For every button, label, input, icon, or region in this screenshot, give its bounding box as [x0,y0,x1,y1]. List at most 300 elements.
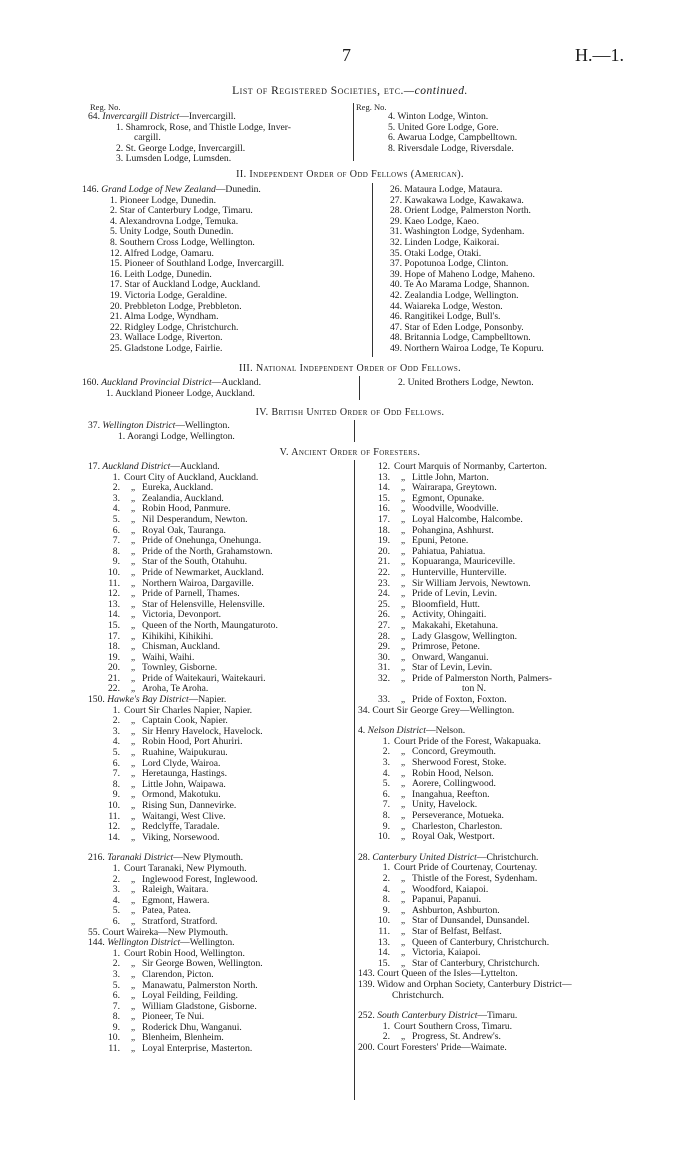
section5-left-column [88,462,358,1055]
court-name: Lord Clyde, Wairoa. [142,757,221,769]
list-item: 42. Zealandia Lodge, Wellington. [390,289,519,301]
list-item: 23. Wallace Lodge, Riverton. [110,332,223,344]
column-divider [359,376,360,400]
court-number: 5. [382,778,390,790]
court-number: 26. [378,609,390,621]
court-name: Little John, Marton. [412,471,489,483]
court-name: Thistle of the Forest, Sydenham. [412,872,538,884]
district-town: —Dunedin. [215,184,261,195]
court-name: Nil Desperandum, Newton. [142,513,248,525]
court-name: Little John, Waipawa. [142,778,226,790]
section2-right-column [390,185,650,355]
ditto-mark: „ [400,1031,406,1043]
list-item: 28. Orient Lodge, Palmerston North. [390,205,531,217]
court-name: Aroha, Te Aroha. [142,683,209,695]
ditto-mark: „ [130,545,136,557]
court-number: 8. [112,778,120,790]
ditto-mark: „ [400,492,406,504]
ditto-mark: „ [130,810,136,822]
court-item [88,473,358,484]
court-name: Captain Cook, Napier. [142,715,228,727]
court-item [88,748,358,759]
district-name: Hawke's Bay District [107,694,189,706]
court-item [88,875,358,886]
list-item: 2. Star of Canterbury Lodge, Timaru. [110,205,253,217]
reg-number: 150. [88,694,108,706]
district-town: —Wellington. [175,420,230,431]
court-name: Makakahi, Eketahuna. [412,619,499,631]
district-town: —Invercargill. [179,111,236,122]
ditto-mark: „ [130,968,136,980]
section3-right-column [398,378,658,389]
court-number: 33. [378,694,390,706]
court-name: Northern Wairoa, Dargaville. [142,577,254,589]
court-name: Star of Dunsandel, Dunsandel. [412,915,530,927]
ditto-mark: „ [130,641,136,653]
court-number: 6. [112,757,120,769]
court-number: 20. [108,662,120,674]
ditto-mark: „ [400,831,406,843]
court-number: 19. [378,535,390,547]
court-number: 3. [112,725,120,737]
ditto-mark: „ [130,524,136,536]
district-town: —Wellington. [180,937,235,949]
court-number: 2. [112,873,120,885]
court-name: Progress, St. Andrew's. [412,1031,501,1043]
ditto-mark: „ [400,894,406,906]
district-name: Auckland Provincial District [101,377,212,388]
court-item [88,885,358,896]
list-item: 8. Southern Cross Lodge, Wellington. [110,236,255,248]
court-name: Viking, Norsewood. [142,831,220,843]
ditto-mark: „ [130,503,136,515]
section1-left-column [88,112,350,165]
reg-number: 17. [88,461,103,472]
court-name: Clarendon, Picton. [142,968,214,980]
list-item: 1. Auckland Pioneer Lodge, Auckland. [106,387,255,399]
court-name: Loyal Feilding, Feilding. [142,990,238,1002]
court-number: 18. [378,524,390,536]
court-number: 7. [382,799,390,811]
court-name: Robin Hood, Panmure. [142,503,231,515]
ditto-mark: „ [130,513,136,525]
court-number: 10. [378,831,390,843]
court-number: 21. [108,672,120,684]
list-item: 1. Aorangi Lodge, Wellington. [118,430,235,442]
section4-heading: IV. British United Order of Odd Fellows. [255,407,445,418]
court-name: Pride of Levin, Levin. [412,588,497,600]
court-number: 22. [108,683,120,695]
court-name: Pahiatua, Pahiatua. [412,545,486,557]
court-name: Star of Helensville, Helensville. [142,598,265,610]
court-name: Rising Sun, Dannevirke. [142,800,237,811]
court-name: Royal Oak, Tauranga. [142,524,226,536]
reg-number: 37. [88,420,103,431]
court-number: 3. [382,757,390,769]
court-name: Onward, Wanganui. [412,651,489,663]
court-number: 29. [378,641,390,653]
list-item: 22. Ridgley Lodge, Christchurch. [110,321,239,333]
ditto-mark: „ [130,894,136,906]
ditto-mark: „ [130,662,136,674]
court-name: Pride of Onehunga, Onehunga. [142,535,262,547]
ditto-mark: „ [400,883,406,895]
list-item: 19. Victoria Lodge, Geraldine. [110,289,227,301]
ditto-mark: „ [400,904,406,916]
district-name: Auckland District [102,461,171,472]
section5-right-column [358,462,658,1053]
wrapped-text: Christchurch. [392,989,444,1001]
court-number: 2. [382,1031,390,1043]
district-name: Nelson District [367,725,426,737]
court-name: Waitangi, West Clive. [142,810,226,822]
ditto-mark: „ [130,778,136,790]
court-number: 9. [382,820,390,832]
document-code: H.—1. [575,45,624,65]
court-name: Court Pride of the Forest, Wakapuaka. [394,735,541,747]
court-number: 15. [378,492,390,504]
ditto-mark: „ [400,915,406,927]
section1-right-column [388,112,648,154]
ditto-mark: „ [400,619,406,631]
ditto-mark: „ [130,1011,136,1023]
ditto-mark: „ [130,1032,136,1044]
court-number: 1. [112,704,120,716]
court-number: 14. [378,482,390,494]
court-name: Pride of Newmarket, Auckland. [142,566,264,578]
ditto-mark: „ [400,767,406,779]
ditto-mark: „ [400,535,406,547]
court-item [88,822,358,833]
ditto-mark: „ [130,789,136,801]
court-name: Heretaunga, Hastings. [142,768,227,780]
district-town: —Napier. [188,694,227,706]
court-name: Court Marquis of Normanby, Carterton. [394,461,547,472]
court-number: 18. [108,641,120,653]
court-number: 30. [378,651,390,663]
court-name: Victoria, Devonport. [142,609,222,621]
court-item [88,780,358,791]
court-number: 7. [112,768,120,780]
court-name: Pride of the North, Grahamstown. [142,545,273,557]
court-name: Pride of Parnell, Thames. [142,588,240,600]
ditto-mark: „ [400,778,406,790]
court-name: Sir George Bowen, Wellington. [142,958,263,970]
court-name: Loyal Halcombe, Halcombe. [412,513,523,525]
district-town: —Auckland. [170,461,220,472]
list-item-text: cargill. [134,132,161,144]
ditto-mark: „ [400,651,406,663]
court-name: Court Pride of Courtenay, Courtenay. [394,862,538,874]
court-name: Manawatu, Palmerston North. [142,979,258,991]
court-name: Charleston, Charleston. [412,820,503,832]
court-item [88,1002,358,1013]
court-name: Activity, Ohingaiti. [412,609,487,621]
ditto-mark: „ [130,884,136,896]
court-name: Stratford, Stratford. [142,915,218,927]
ditto-mark: „ [130,725,136,737]
ditto-mark: „ [400,757,406,769]
court-name: Pride of Foxton, Foxton. [412,694,507,706]
ditto-mark: „ [400,799,406,811]
ditto-mark: „ [130,1021,136,1033]
section5-heading: V. Ancient Order of Foresters. [279,447,421,458]
court-number: 5. [112,905,120,917]
district-town: —Timaru. [477,1010,518,1022]
list-item: 29. Kaeo Lodge, Kaeo. [390,215,479,227]
ditto-mark: „ [130,577,136,589]
list-item: 20. Prebbleton Lodge, Prebbleton. [110,300,242,312]
court-number: 9. [112,556,120,568]
page-number: 7 [342,45,351,65]
ditto-mark: „ [400,957,406,969]
ditto-mark: „ [400,947,406,959]
ditto-mark: „ [130,979,136,991]
ditto-mark: „ [400,524,406,536]
ditto-mark: „ [130,757,136,769]
court-item [88,959,358,970]
court-number: 5. [112,979,120,991]
court-number: 13. [108,598,120,610]
court-number: 21. [378,556,390,568]
district-name: Taranaki District [107,852,174,864]
list-item [88,154,350,165]
court-name: Pohangina, Ashhurst. [412,524,494,536]
ditto-mark: „ [130,915,136,927]
title-main: List of Registered Societies, etc. [232,85,404,97]
court-number: 23. [378,577,390,589]
court-number: 27. [378,619,390,631]
court-number: 12. [108,588,120,600]
column-divider [353,103,354,161]
list-item: 40. Te Ao Marama Lodge, Shannon. [390,279,530,291]
court-number: 5. [112,747,120,759]
reg-number: 64. [88,111,103,122]
court-number: 17. [378,513,390,525]
court-number: 1. [382,1020,390,1032]
list-item: 49. Northern Wairoa Lodge, Te Kopuru. [390,342,544,354]
ditto-mark: „ [130,958,136,970]
list-item-text: 3. Lumsden Lodge, Lumsden. [116,153,232,165]
court-item [88,632,358,643]
court-number: 6. [112,524,120,536]
court-number: 5. [112,513,120,525]
ditto-mark: „ [400,598,406,610]
ditto-mark: „ [130,609,136,621]
list-item: 6. Awarua Lodge, Campbelltown. [388,132,518,144]
court-item [358,515,658,526]
column-divider [354,460,355,1100]
ditto-mark: „ [130,990,136,1002]
court-number: 14. [108,831,120,843]
court-name: Aorere, Collingwood. [412,778,496,790]
court-name: Egmont, Hawera. [142,894,210,906]
court-item [88,812,358,823]
list-item: 4. Alexandrovna Lodge, Temuka. [110,215,239,227]
list-item-text: 2. St. George Lodge, Invercargill. [116,142,246,154]
court-name: Bloomfield, Hutt. [412,598,480,610]
list-item: 17. Star of Auckland Lodge, Auckland. [110,279,261,291]
court-name: Kopuaranga, Mauriceville. [412,556,516,568]
court-name: Hunterville, Hunterville. [412,566,507,578]
court-name: Pride of Waitekauri, Waitekauri. [142,672,266,684]
list-item: 5. Unity Lodge, South Dunedin. [110,226,234,238]
court-item [88,674,358,685]
court-number: 11. [108,577,120,589]
court-number: 2. [382,872,390,884]
ditto-mark: „ [400,471,406,483]
court-name: Primrose, Petone. [412,641,480,653]
court-name: Inangahua, Reefton. [412,788,490,800]
court-number: 2. [112,715,120,727]
court-number: 31. [378,662,390,674]
ditto-mark: „ [130,619,136,631]
ditto-mark: „ [400,482,406,494]
court-name: Star of Belfast, Belfast. [412,925,502,937]
court-number: 13. [378,471,390,483]
ditto-mark: „ [400,694,406,706]
court-number: 11. [108,1043,120,1055]
ditto-mark: „ [130,535,136,547]
court-number: 3. [112,884,120,896]
list-item: 8. Riversdale Lodge, Riversdale. [388,142,514,154]
court-number: 4. [112,503,120,515]
ditto-mark: „ [400,662,406,674]
court-name: Chisman, Auckland. [142,641,221,653]
list-item: 31. Washington Lodge, Sydenham. [390,226,525,238]
ditto-mark: „ [130,747,136,759]
list-item: 12. Alfred Lodge, Oamaru. [110,247,214,259]
court-name: Robin Hood, Nelson. [412,767,494,779]
section3-left-column [82,378,352,399]
list-item: 16. Leith Lodge, Dunedin. [110,268,212,280]
reg-number: 252. [358,1010,378,1022]
list-item: 48. Britannia Lodge, Campbelltown. [390,332,531,344]
ditto-mark: „ [400,566,406,578]
court-name: Ruahine, Waipukurau. [142,747,228,759]
district-name: Wellington District [102,420,176,431]
court-number: 14. [108,609,120,621]
court-name: Court City of Auckland, Auckland. [124,471,259,483]
court-number: 17. [108,630,120,642]
ditto-mark: „ [400,746,406,758]
ditto-mark: „ [400,936,406,948]
court-number: 4. [112,894,120,906]
court-name: Papanui, Papanui. [412,894,482,906]
ditto-mark: „ [400,588,406,600]
court-name: Court Southern Cross, Timaru. [394,1020,513,1032]
district-town: —Christchurch. [476,851,539,863]
court-name: Court Robin Hood, Wellington. [124,947,245,959]
court-name: Pioneer, Te Nui. [142,1011,205,1023]
court-item [88,653,358,664]
court-item [358,832,658,843]
court-name: Patea, Patea. [142,905,191,917]
ditto-mark: „ [400,556,406,568]
ditto-mark: „ [130,598,136,610]
court-item [358,462,658,473]
court-name: Wairarapa, Greytown. [412,482,497,494]
court-number: 13. [378,936,390,948]
court-name: Redclyffe, Taradale. [142,821,220,833]
court-name: Sir Henry Havelock, Havelock. [142,725,263,737]
court-item [88,1044,358,1055]
list-item: 1. Pioneer Lodge, Dunedin. [110,194,217,206]
reg-no-label-right: Reg. No. [356,102,387,112]
court-number: 12. [378,461,390,472]
list-item: 46. Rangitikei Lodge, Bull's. [390,311,501,323]
ditto-mark: „ [130,651,136,663]
court-name: Unity, Havelock. [412,799,478,811]
court-number: 6. [112,915,120,927]
ditto-mark: „ [400,788,406,800]
court-number: 1. [382,735,390,747]
court-number: 9. [382,904,390,916]
court-item [358,674,658,685]
court-name: Egmont, Opunake. [412,492,485,504]
court-number: 11. [108,810,120,822]
list-item: 25. Gladstone Lodge, Fairlie. [110,342,223,354]
list-item: 139. Widow and Orphan Society, Canterbury District— [358,978,572,990]
court-number: 19. [108,651,120,663]
court-name: William Gladstone, Gisborne. [142,1000,257,1012]
reg-no-label-left: Reg. No. [90,102,121,112]
court-name: Eureka, Auckland. [142,482,214,494]
court-number: 1. [112,947,120,959]
ditto-mark: „ [400,641,406,653]
section2-left-column [82,185,352,355]
court-name: Lady Glasgow, Wellington. [412,630,518,642]
ditto-mark: „ [130,683,136,695]
court-number: 24. [378,588,390,600]
list-item: 47. Star of Eden Lodge, Ponsonby. [390,321,524,333]
list-item: 5. United Gore Lodge, Gore. [388,121,499,133]
ditto-mark: „ [130,492,136,504]
ditto-mark: „ [130,556,136,568]
court-name: Star of Levin, Levin. [412,662,493,674]
court-number: 12. [108,821,120,833]
court-name: Perseverance, Motueka. [412,810,504,821]
list-item: 200. Court Foresters' Pride—Waimate. [358,1041,507,1053]
court-name: Raleigh, Waitara. [142,884,209,896]
court-name: Royal Oak, Westport. [412,831,495,843]
court-name: Waihi, Waihi. [142,651,195,663]
court-number: 20. [378,545,390,557]
district-name: Canterbury United District [372,851,477,863]
wrapped-text: ton N. [462,683,486,695]
court-name: Townley, Gisborne. [142,662,218,674]
ditto-mark: „ [400,872,406,884]
district-town: —Nelson. [425,725,466,737]
district-name: South Canterbury District [377,1010,478,1022]
court-item [88,917,358,928]
court-number: 9. [112,1021,120,1033]
court-name: Court Taranaki, New Plymouth. [124,862,247,874]
district-town: —Auckland. [211,377,261,388]
ditto-mark: „ [400,630,406,642]
list-item: 35. Otaki Lodge, Otaki. [390,247,482,259]
reg-number: 28. [358,851,373,863]
court-name: Star of Canterbury, Christchurch. [412,957,540,969]
ditto-mark: „ [130,768,136,780]
court-number: 1. [382,862,390,874]
district-name: Wellington District [107,937,181,949]
court-name: Zealandia, Auckland. [142,492,224,504]
court-name: Ashburton, Ashburton. [412,904,500,916]
ditto-mark: „ [400,609,406,621]
list-item: 55. Court Waireka—New Plymouth. [88,926,229,938]
court-number: 10. [108,800,120,811]
